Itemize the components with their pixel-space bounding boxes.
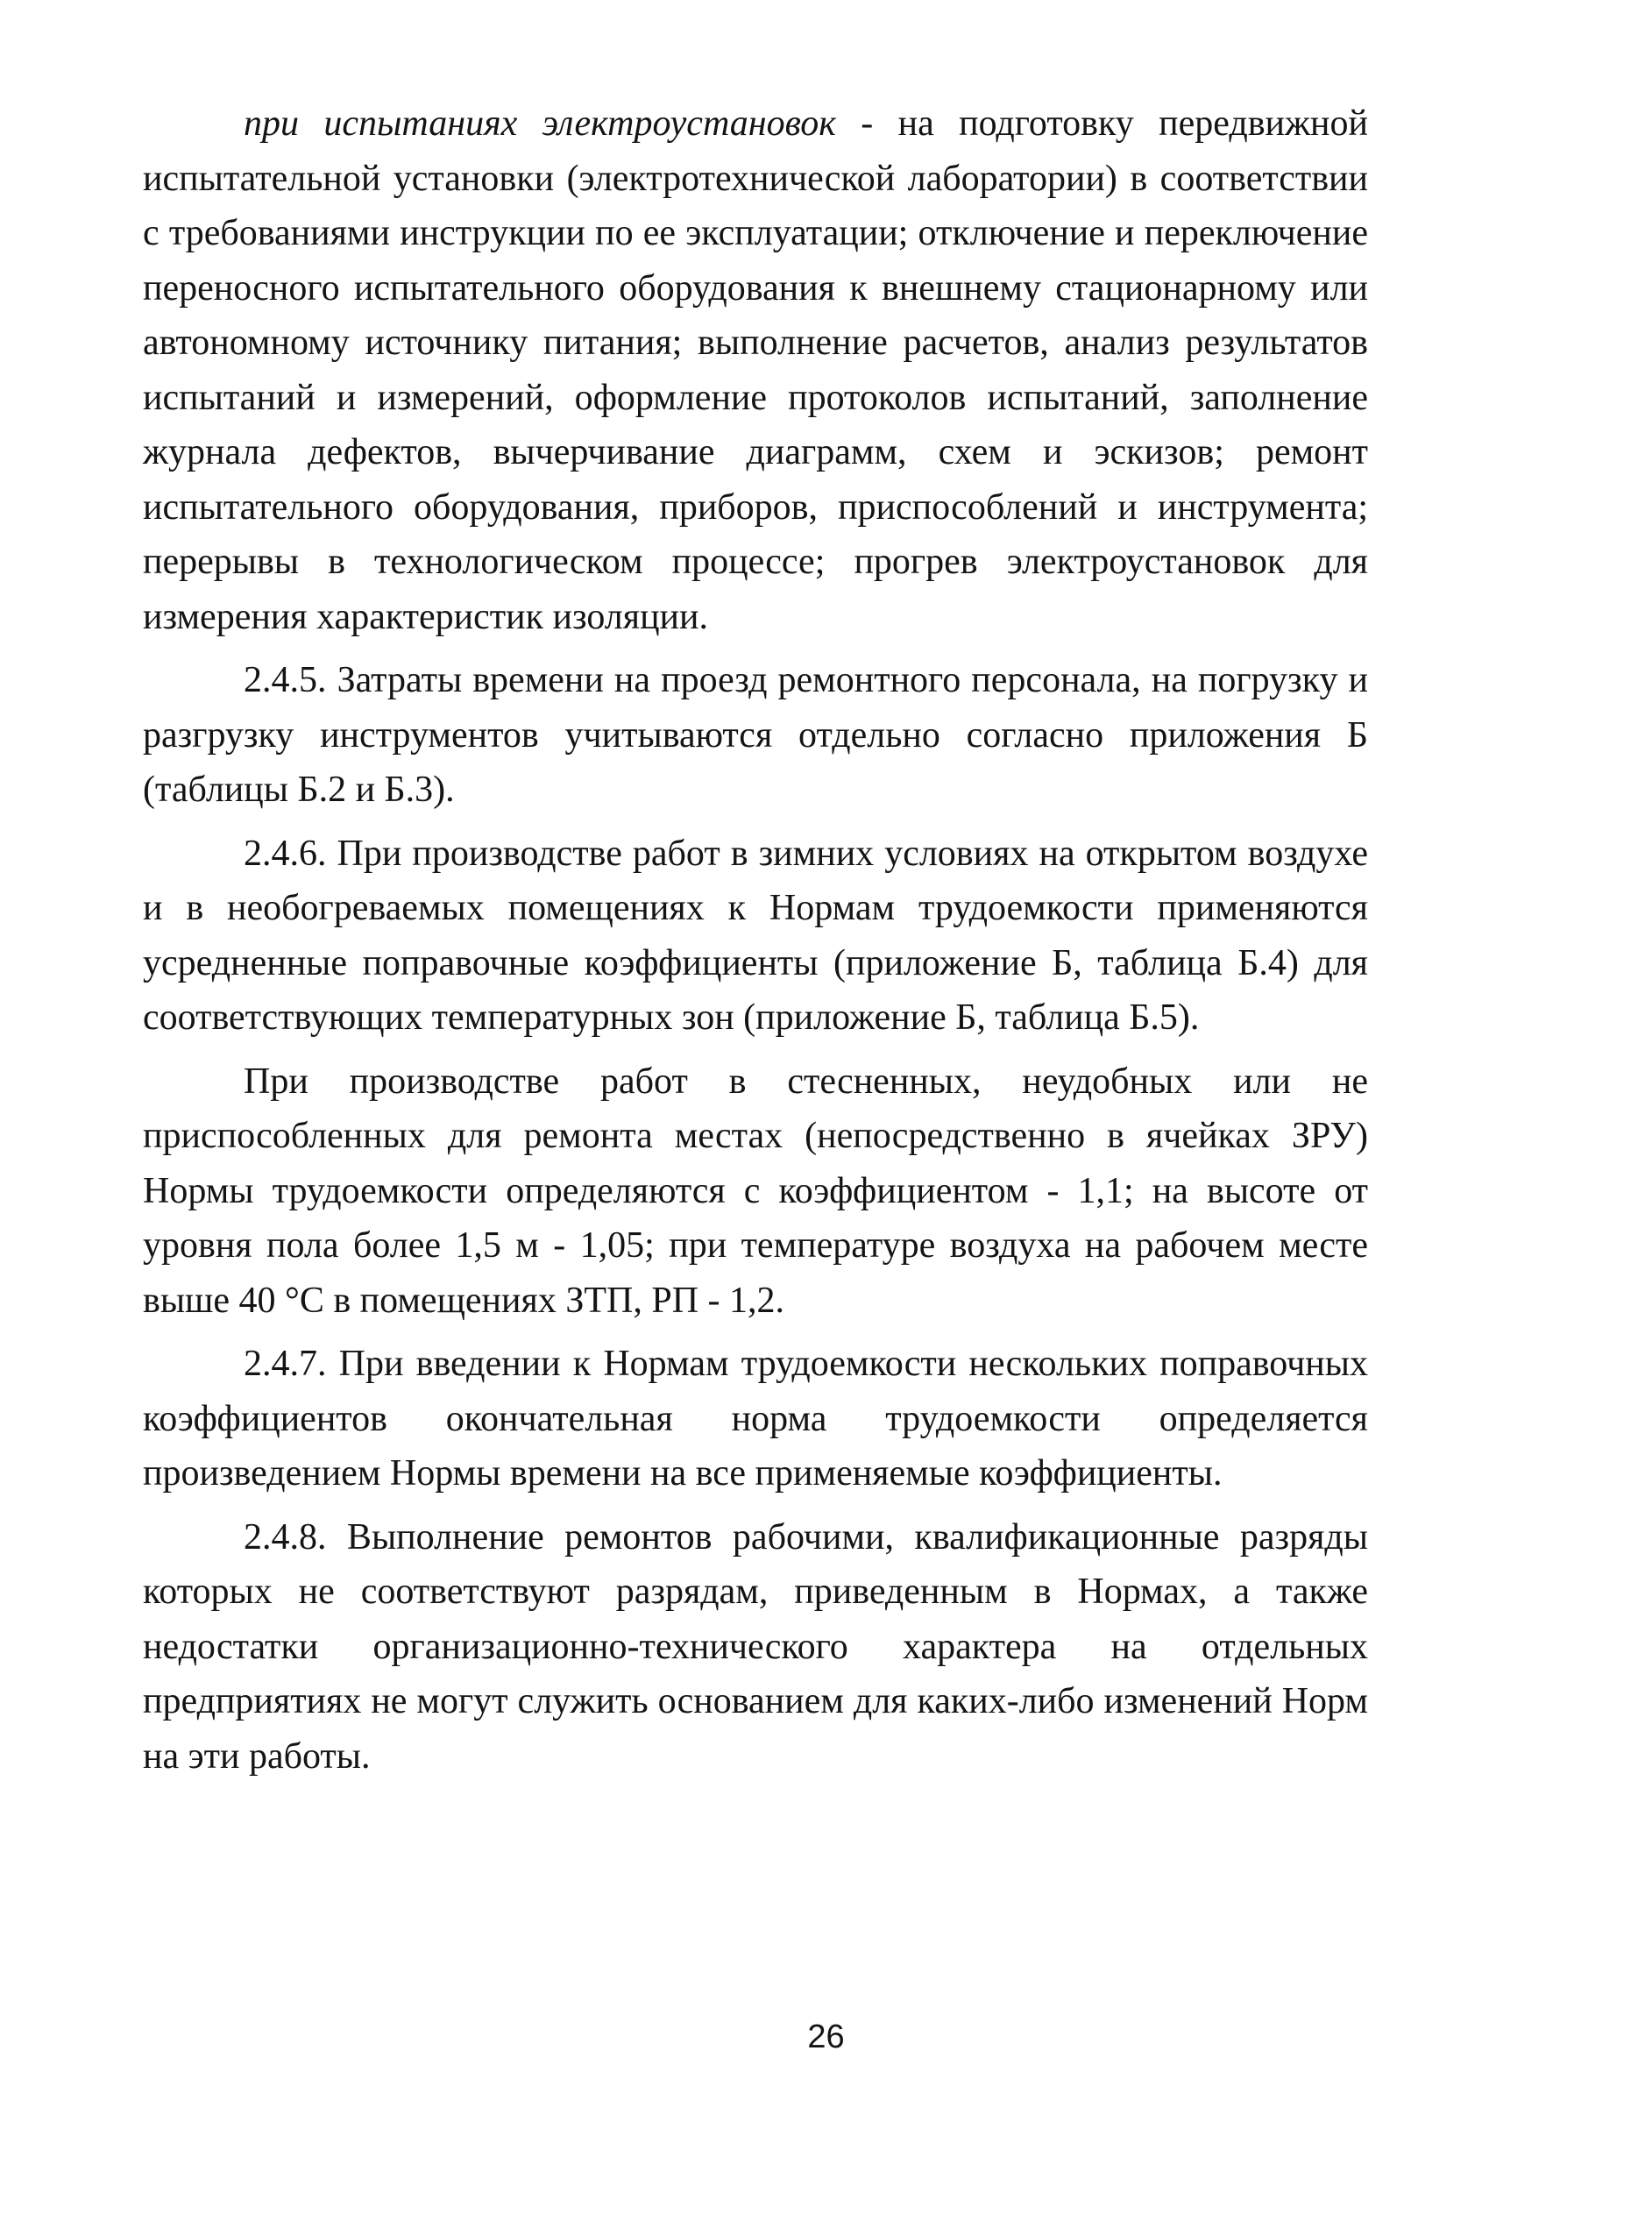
italic-lead-phrase: при испытаниях электроустановок (244, 103, 836, 144)
page-number: 26 (807, 2019, 845, 2055)
paragraph-text: - на подготовку передвижной испытательной установки (электротехнической лаборатории) в соответствии с требованиями инструкции по ее эксплуатации; отключение и переключение переносного испытательного оборудования к внешнему стационарному или автономному источнику питания; выполнение расчетов, анализ результатов испытаний и измерений, оформление протоколов испытаний, заполнение журнала дефектов, вычерчивание диаграмм, схем и эскизов; ремонт испытательного оборудования, приборов, приспособлений и инструмента; перерывы в технологическом процессе; прогрев электроустановок для измерения характеристик изоляции. (143, 103, 1368, 637)
paragraph-2-4-8: 2.4.8. Выполнение ремонтов рабочими, квалификационные разряды которых не соответствуют разрядам, приведенным в Нормах, а также недостатки организационно-технического характера на отдельных предприятиях не могут служить основанием для каких-либо изменений Норм на эти работы. (143, 1516, 1368, 1777)
paragraph-2-4-5: 2.4.5. Затраты времени на проезд ремонтного персонала, на погрузку и разгрузку инструментов учитываются отдельно согласно приложения Б (таблицы Б.2 и Б.3). (143, 660, 1368, 810)
body-text (143, 96, 1368, 1792)
paragraph-2-4-7: 2.4.7. При введении к Нормам трудоемкости нескольких поправочных коэффициентов окончательная норма трудоемкости определяется произведением Нормы времени на все применяемые коэффициенты. (143, 1344, 1368, 1494)
paragraph-2-4-6: 2.4.6. При производстве работ в зимних условиях на открытом воздухе и в необогреваемых помещениях к Нормам трудоемкости применяются усредненные поправочные коэффициенты (приложение Б, таблица Б.4) для соответствующих температурных зон (приложение Б, таблица Б.5). (143, 833, 1368, 1038)
paragraph-testing (143, 96, 1368, 644)
paragraph-cramped-conditions: При производстве работ в стесненных, неудобных или не приспособленных для ремонта местах (непосредственно в ячейках ЗРУ) Нормы трудоемкости определяются с коэффициентом - 1,1; на высоте от уровня пола более 1,5 м - 1,05; при температуре воздуха на рабочем месте выше 40 °С в помещениях ЗТП, РП - 1,2. (143, 1061, 1368, 1321)
